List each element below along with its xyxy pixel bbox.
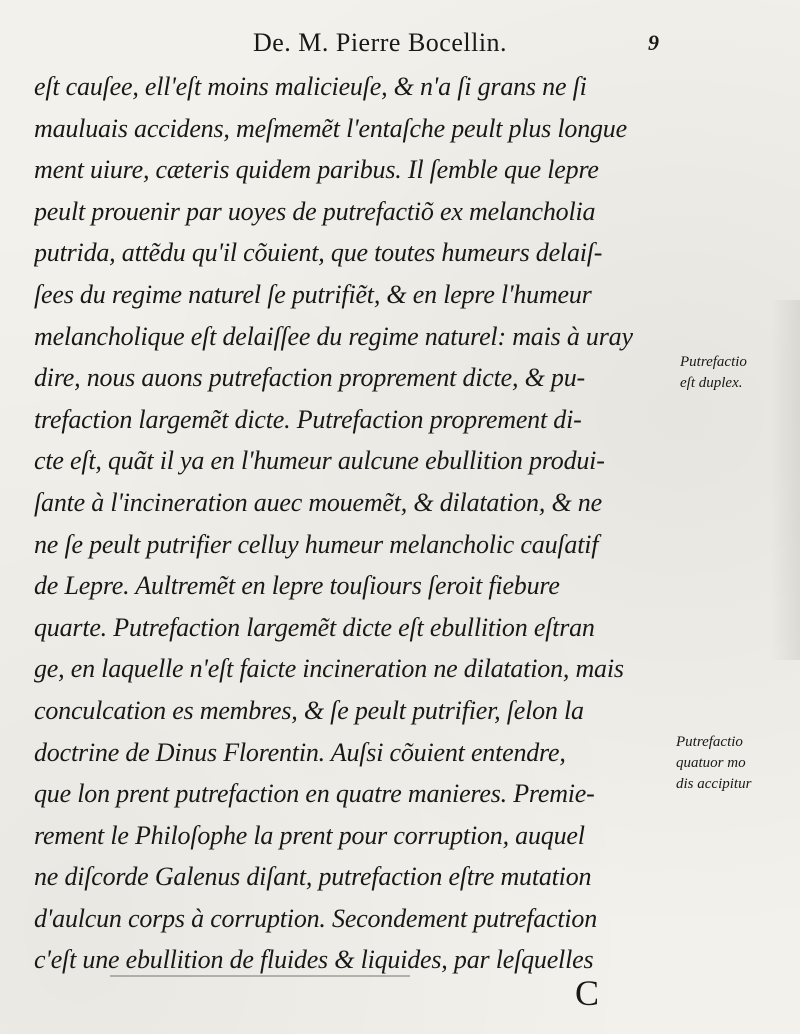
bottom-rule [110,975,410,977]
margin-note-line: quatuor mo [676,755,746,771]
margin-note-putrefactio-quatuor [676,732,792,795]
margin-note-line: Putrefactio [676,734,743,750]
body-text [34,66,674,981]
text-line: ſees du regime naturel ſe putrifiẽt, & en lepre l'humeur [34,279,592,309]
text-line: ne diſcorde Galenus diſant, putrefaction eſtre mutation [34,862,592,892]
text-line: c'eſt une ebullition de fluides & liquides, par leſquelles [34,945,594,975]
text-line: putrida, attẽdu qu'il cõuient, que toutes humeurs delaiſ- [34,238,603,268]
text-line: peult prouenir par uoyes de putrefactiõ ex melancholia [34,196,596,226]
text-line: ge, en laquelle n'eſt faicte incineration ne dilatation, mais [34,654,624,684]
text-line: conculcation es membres, & ſe peult putrifier, ſelon la [34,695,584,725]
text-line: dire, nous auons putrefaction proprement dicte, & pu- [34,363,585,393]
text-line: mauluais accidens, meſmemẽt l'entaſche peult plus longue [34,113,627,143]
text-line: ne ſe peult putrifier celluy humeur melancholic cauſatif [34,529,599,559]
text-line: rement le Philoſophe la prent pour corruption, auquel [34,820,585,850]
text-line: doctrine de Dinus Florentin. Auſsi cõuient entendre, [34,737,566,767]
text-line: quarte. Putrefaction largemẽt dicte eſt ebullition eſtran [34,612,595,642]
text-line: que lon prent putrefaction en quatre manieres. Premie- [34,779,595,809]
text-line: cte eſt, quãt il ya en l'humeur aulcune ebullition produi- [34,446,605,476]
margin-note-line: eſt duplex. [680,375,743,391]
text-line: trefaction largemẽt dicte. Putrefaction proprement di- [34,404,582,434]
text-line: de Lepre. Aultremẽt en lepre touſiours ſeroit fiebure [34,571,560,601]
text-line: melancholique eſt delaiſſee du regime naturel: mais à uray [34,321,633,351]
page-number: 9 [648,30,659,55]
margin-note-putrefactio-duplex [680,352,796,394]
margin-note-line: Putrefactio [680,354,747,370]
margin-note-line: dis accipitur [676,776,752,792]
text-line: ſante à l'incineration auec mouemẽt, & dilatation, & ne [34,487,602,517]
running-head: De. M. Pierre Bocellin. [252,28,508,57]
text-line: d'aulcun corps à corruption. Secondement putrefaction [34,903,598,933]
signature-mark: C [575,973,600,1013]
text-line: ment uiure, cæteris quidem paribus. Il ſemble que lepre [34,155,599,185]
text-line: eſt cauſee, ell'eſt moins malicieuſe, & n'a ſi grans ne ſi [34,72,587,101]
